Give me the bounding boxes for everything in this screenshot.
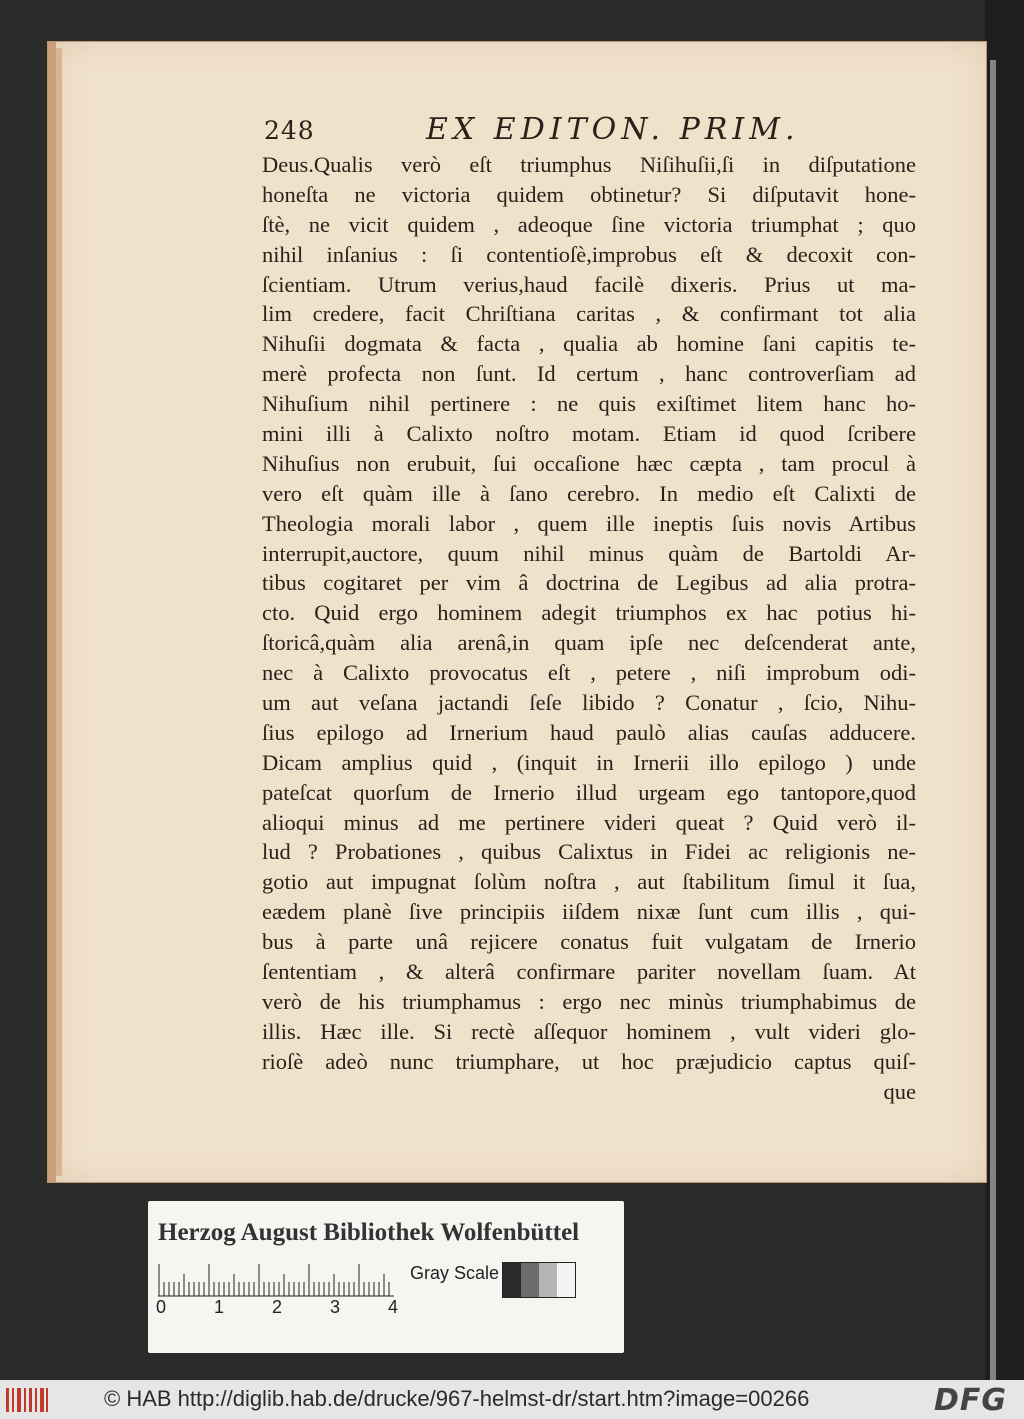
text-line: pateſcat quorſum de Irnerio illud urgeam ego tantopore,quod [262, 779, 916, 805]
ruler-number: 3 [330, 1297, 341, 1317]
footer-bar [0, 1380, 1024, 1419]
text-line: Nihuſii dogmata & facta , qualia ab homine ſani capitis te- [262, 331, 916, 357]
text-line: Nihuſius non erubuit, ſui occaſione hæc cæpta , tam procul à [262, 450, 916, 476]
text-line: Deus.Qualis verò eſt triumphus Niſihuſii,ſi in diſputatione [262, 152, 916, 177]
library-name: Herzog August Bibliothek Wolfenbüttel [158, 1219, 580, 1246]
glass-plate-edge [990, 60, 996, 1380]
page-header [264, 112, 924, 152]
text-line: vero eſt quàm ille à ſano cerebro. In medio eſt Calixti de [262, 480, 916, 506]
page-gutter-edge [56, 48, 62, 1176]
text-line: merè profecta non ſunt. Id certum , hanc controverſiam ad [262, 361, 916, 387]
text-line: lim credere, facit Chriſtiana caritas , & confirmant tot alia [262, 301, 916, 327]
ruler-number: 2 [272, 1297, 283, 1317]
text-line: Nihuſium nihil pertinere : ne quis exiſtimet litem hanc ho- [262, 391, 916, 417]
text-line: Dicam amplius quid , (inquit in Irnerii illo epilogo ) unde [262, 749, 916, 775]
text-line: rioſè adeò nunc triumphare, ut hoc præjudicio captus quiſ- [262, 1048, 916, 1074]
gray-swatch [539, 1263, 557, 1297]
gray-swatch [503, 1263, 521, 1297]
text-line: verò de his triumphamus : ergo nec minùs triumphabimus de [262, 988, 916, 1014]
gray-swatch [557, 1263, 575, 1297]
text-line: lud ? Probationes , quibus Calixtus in Fidei ac religionis ne- [262, 839, 916, 865]
barcode-icon [6, 1386, 48, 1414]
ruler-scale [158, 1263, 394, 1297]
text-line: nec à Calixto provocatus eſt , petere , niſi improbum odi- [262, 660, 916, 686]
text-line: ſcientiam. Utrum verius,haud facilè dixeris. Prius ut ma- [262, 271, 916, 297]
running-head: EX EDITON. PRIM. [426, 112, 800, 147]
text-line: um aut veſana jactandi ſeſe libido ? Conatur , ſcio, Nihu- [262, 690, 916, 716]
text-line: cto. Quid ergo hominem adegit triumphos ex hac potius hi- [262, 600, 916, 626]
ruler-number: 1 [214, 1297, 225, 1317]
text-line: alioqui minus ad me pertinere videri queat ? Quid verò il- [262, 809, 916, 835]
text-line: mini illi à Calixto noſtro motam. Etiam id quod ſcribere [262, 421, 916, 447]
text-line: que [883, 1078, 916, 1104]
page-number: 248 [264, 116, 315, 145]
text-line: eædem planè ſive principiis iiſdem nixæ ſunt cum illis , qui- [262, 899, 916, 925]
text-line: ſententiam , & alterâ confirmare pariter novellam ſuam. At [262, 959, 916, 985]
ruler-number: 4 [388, 1297, 399, 1317]
text-line: ſtoricâ,quàm alia arenâ,in quam ipſe nec deſcenderat ante, [262, 630, 916, 656]
text-line: bus à parte unâ rejicere conatus fuit vulgatam de Irnerio [262, 929, 916, 955]
gray-scale-label: Gray Scale [410, 1263, 500, 1283]
text-line: interrupit,auctore, quum nihil minus quàm de Bartoldi Ar- [262, 540, 916, 566]
library-label-card [148, 1201, 624, 1353]
text-line: ſtè, ne vicit quidem , adeoque ſine victoria triumphat ; quo [262, 211, 916, 237]
text-line: illis. Hæc ille. Si rectè aſſequor hominem , vult videri glo- [262, 1018, 916, 1044]
text-line: tibus cogitaret per vim â doctrina de Legibus ad alia protra- [262, 570, 916, 596]
footer-link[interactable]: © HAB http://diglib.hab.de/drucke/967-helmst-dr/start.htm?image=00266 [104, 1386, 810, 1411]
text-line: ſius epilogo ad Irnerium haud paulò alias cauſas adducere. [262, 719, 916, 745]
text-line: nihil inſanius : ſi contentioſè,improbus eſt & decoxit con- [262, 241, 916, 267]
ruler-number: 0 [156, 1297, 167, 1317]
text-line: gotio aut impugnat ſolùm noſtra , aut ſtabilitum ſimul it ſua, [262, 869, 916, 895]
text-line: Theologia morali labor , quem ille ineptis ſuis novis Artibus [262, 510, 916, 536]
body-text [262, 150, 916, 1107]
text-line: honeſta ne victoria quidem obtinetur? Si diſputavit hone- [262, 181, 916, 207]
gray-swatch [521, 1263, 539, 1297]
dfg-logo: DFG [934, 1383, 1008, 1418]
gray-scale-swatches [502, 1262, 576, 1298]
